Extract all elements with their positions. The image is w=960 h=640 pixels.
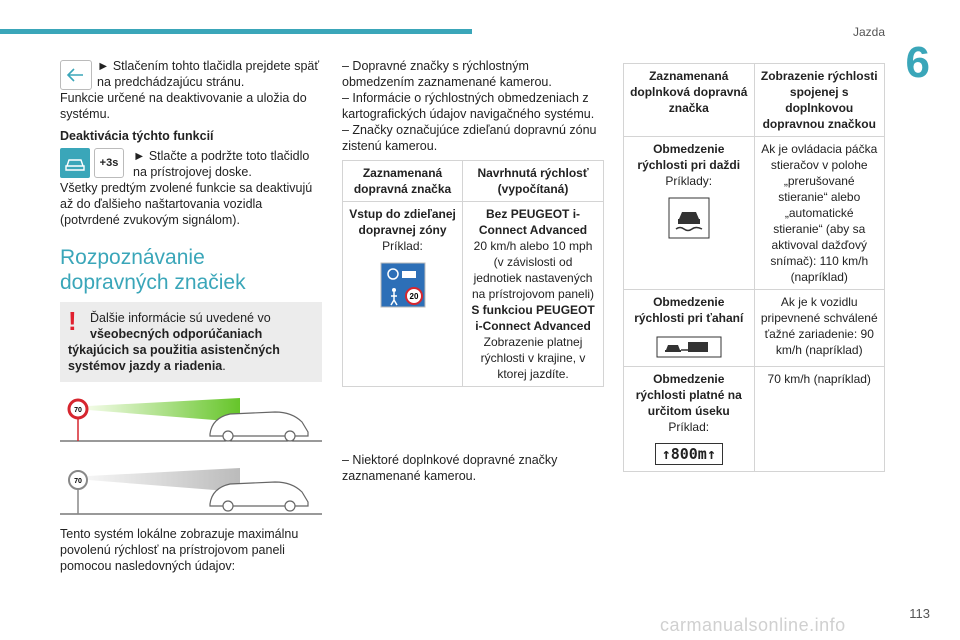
shared-zone-cell	[343, 202, 463, 387]
table-header-sign: Zaznamenaná dopravná značka	[343, 161, 463, 202]
speed-sign-70-a: 70	[74, 407, 82, 414]
shared-zone-label: Vstup do zdieľanej dopravnej zóny	[349, 207, 456, 237]
sources-list	[342, 58, 604, 154]
distance-sign-icon: ↑800m↑	[655, 443, 723, 465]
rain-limit-cell	[624, 137, 755, 290]
car-icon	[60, 148, 90, 178]
table-header-speed: Navrhnutá rýchlosť (vypočítaná)	[463, 161, 604, 202]
note-box	[60, 302, 322, 382]
shared-zone-sign-icon	[380, 262, 426, 308]
section-limit-example: Príklad:	[668, 420, 710, 434]
note-suffix: .	[222, 359, 226, 373]
sign-recognition-illustration-2	[60, 462, 322, 518]
intro-paragraph: Funkcie určené na deaktivovanie a uložia do systému.	[60, 91, 307, 121]
watermark: carmanualsonline.info	[660, 615, 846, 635]
rain-limit-value: Ak je ovládacia páčka stieračov v polohe „prerušované stieranie“ alebo „automatické stieranie“ (aby sa aktivoval dažďový snímač): 110 km/h (napríklad)	[754, 137, 885, 290]
source-item-3: – Značky označujúce zdieľanú dopravnú zónu zistenú kamerou.	[342, 123, 597, 153]
note-line-1: Ďalšie informácie sú uvedené vo	[90, 311, 271, 325]
distance-sign-text: 800m	[670, 445, 707, 463]
with-connect-text: Zobrazenie platnej rýchlosti v krajine, v ktorej jazdíte.	[480, 335, 586, 381]
without-connect-text: 20 km/h alebo 10 mph (v závislosti od jednotiek nastavených na prístrojovom paneli)	[471, 239, 595, 301]
shared-zone-table	[342, 160, 604, 387]
rain-limit-example: Príklady:	[665, 174, 713, 188]
page-number: 113	[909, 606, 930, 621]
shared-zone-example: Príklad:	[382, 239, 423, 253]
hold-text-line-1: ► Stlačte a podržte toto tlačidlo	[133, 149, 310, 163]
with-connect-label: S funkciou PEUGEOT i-Connect Advanced	[471, 303, 595, 333]
back-text-line-1: ► Stlačením tohto tlačidla prejdete späť	[97, 59, 320, 73]
supplementary-signs-table	[623, 63, 885, 472]
towing-limit-cell	[624, 290, 755, 367]
note-bold-text: všeobecných odporúčaniach týkajúcich sa použitia asistenčných systémov jazdy a riadenia	[68, 327, 280, 373]
towing-limit-label: Obmedzenie rýchlosti pri ťahaní	[634, 295, 744, 325]
deactivation-heading: Deaktivácia týchto funkcií	[60, 129, 214, 143]
section-limit-cell	[624, 367, 755, 472]
without-connect-label: Bez PEUGEOT i-Connect Advanced	[478, 207, 588, 237]
towing-sign-icon	[656, 336, 722, 358]
towing-limit-value: Ak je k vozidlu pripevnené schválené ťažné zariadenie: 90 km/h (napríklad)	[754, 290, 885, 367]
speed-sign-70-b: 70	[74, 478, 82, 485]
system-paragraph: Tento systém lokálne zobrazuje maximálnu povolenú rýchlosť na prístrojovom paneli pomocou nasledovných údajov:	[60, 527, 299, 573]
section-title	[60, 245, 322, 295]
chapter-number: 6	[905, 38, 930, 87]
source-item-1: – Dopravné značky s rýchlostným obmedzením zaznamenané kamerou.	[342, 59, 552, 89]
section-title-line-2: dopravných značiek	[60, 271, 246, 294]
section-limit-value: 70 km/h (napríklad)	[754, 367, 885, 472]
source-item-2: – Informácie o rýchlostných obmedzeniach z kartografických údajov navigačného systému.	[342, 91, 595, 121]
note-body	[68, 326, 314, 374]
plus-3s-icon: +3s	[94, 148, 124, 178]
header-accent-bar	[0, 29, 472, 34]
hold-button-instruction	[60, 148, 322, 228]
back-arrow-icon	[60, 60, 92, 90]
rain-limit-label: Obmedzenie rýchlosti pri daždi	[637, 142, 741, 172]
hold-text-line-2: na prístrojovej doske.	[133, 165, 252, 179]
warning-icon: !	[68, 306, 77, 336]
shared-zone-sign-speed: 20	[409, 292, 418, 301]
section-limit-label: Obmedzenie rýchlosti platné na určitom úseku	[635, 372, 742, 418]
header-title: Jazda	[852, 25, 885, 39]
supplementary-signs-item: – Niektoré doplnkové dopravné značky zaznamenané kamerou.	[342, 453, 558, 483]
rain-sign-icon	[668, 197, 710, 239]
back-text-line-2: na predchádzajúcu stránu.	[97, 75, 245, 89]
section-title-line-1: Rozpoznávanie	[60, 246, 205, 269]
deactivation-paragraph: Všetky predtým zvolené funkcie sa deaktivujú až do ďalšieho naštartovania vozidla (potvrdené zvukovým signálom).	[60, 181, 313, 227]
sign-recognition-illustration-1	[60, 394, 322, 450]
back-button-instruction	[60, 58, 322, 122]
shared-zone-speed-cell	[463, 202, 604, 387]
table-header-supplementary-sign: Zaznamenaná doplnková dopravná značka	[624, 64, 755, 137]
table-header-linked-speed: Zobrazenie rýchlosti spojenej s doplnkovou dopravnou značkou	[754, 64, 885, 137]
